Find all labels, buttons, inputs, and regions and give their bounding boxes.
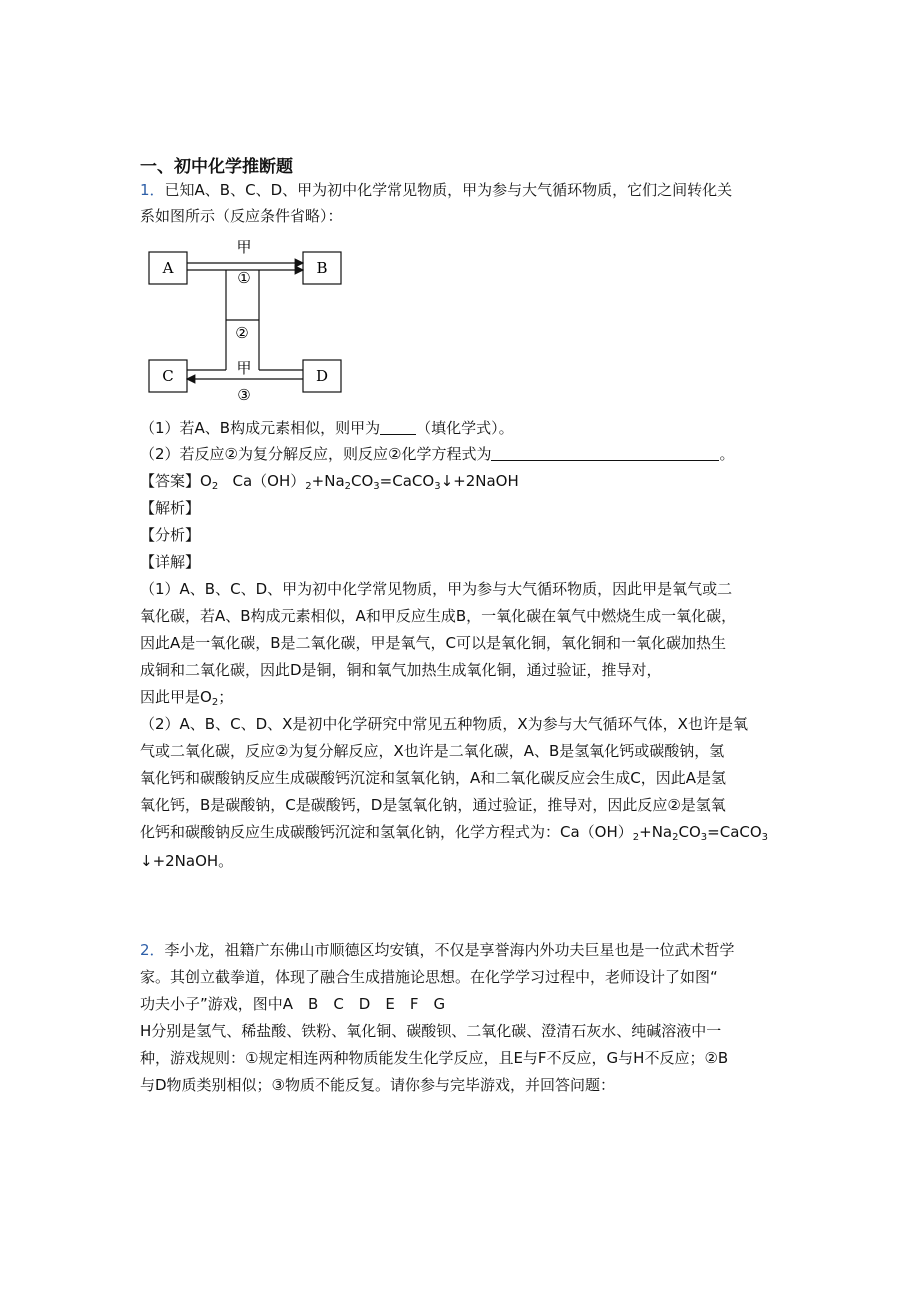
q2-line-1-text: 李小龙，祖籍广东佛山市顺德区均安镇，不仅是享誉海内外功夫巨星也是一位武术哲学 <box>164 941 735 959</box>
p2-line-5-m3: =CaCO <box>707 823 762 841</box>
q1-stem-line-1 <box>140 180 732 200</box>
q2-line-6: 与D物质类别相似；③物质不能反复。请你参与完毕游戏，并回答问题： <box>140 1076 616 1094</box>
p2-line-5-s3: 3 <box>700 832 708 843</box>
p2-line-5 <box>140 822 768 842</box>
q1-sub-1 <box>140 418 514 438</box>
label-bottom-jia: 甲 <box>236 359 252 377</box>
p2-line-5-m2: CO <box>678 823 701 841</box>
section-title: 一、初中化学推断题 <box>140 157 293 177</box>
p2-line-5-s4: 3 <box>761 832 769 843</box>
jiexi-label: 【解析】 <box>140 499 201 517</box>
box-b-label: B <box>316 259 328 277</box>
answer-eq-4: =CaCO <box>379 472 435 490</box>
box-c-label: C <box>162 367 174 385</box>
q1-reaction-diagram <box>140 236 360 406</box>
q1-sub-2-post: 。 <box>719 445 735 463</box>
label-top-jia: 甲 <box>236 238 252 256</box>
answer-label: 【答案】 <box>140 472 201 490</box>
label-reaction-3: ③ <box>237 386 251 404</box>
q1-sub-1-blank[interactable] <box>380 420 416 435</box>
answer-eq-sub4: 3 <box>434 481 441 492</box>
p1-line-5 <box>140 687 233 707</box>
p1-line-5-post: ； <box>218 688 234 706</box>
q1-number: 1． <box>140 181 165 199</box>
answer-eq-5: ↓+2NaOH <box>440 472 519 490</box>
p1-line-1: （1）A、B、C、D、甲为初中化学常见物质，甲为参与大气循环物质，因此甲是氧气或二 <box>140 580 733 598</box>
p1-line-3: 因此A是一氧化碳，B是二氧化碳，甲是氧气，C可以是氧化铜，氧化铜和一氧化碳加热生 <box>140 634 727 652</box>
p1-line-4: 成铜和二氧化碳，因此D是铜，铜和氧气加热生成氧化铜，通过验证，推导对， <box>140 661 662 679</box>
p2-line-4: 氧化钙，B是碳酸钠，C是碳酸钙，D是氢氧化钠，通过验证，推导对，因此反应②是氢氧 <box>140 796 726 814</box>
answer-eq-2: +Na <box>311 472 345 490</box>
box-a-label: A <box>162 259 174 277</box>
p2-line-1: （2）A、B、C、D、X是初中化学研究中常见五种物质，X为参与大气循环气体，X也许是氧 <box>140 715 748 733</box>
q1-stem-text-1: 已知A、B、C、D、甲为初中化学常见物质，甲为参与大气循环物质，它们之间转化关 <box>164 181 733 199</box>
q1-stem-line-2: 系如图所示（反应条件省略）： <box>140 207 343 225</box>
q2-number: 2． <box>140 941 165 959</box>
answer-eq-sub2: 2 <box>344 481 352 492</box>
p2-line-2: 气或二氧化碳，反应②为复分解反应，X也许是二氧化碳，A、B是氢氧化钙或碳酸钠，氢 <box>140 742 725 760</box>
p2-line-6: ↓+2NaOH。 <box>140 852 234 870</box>
q2-line-4: H分别是氢气、稀盐酸、铁粉、氧化铜、碳酸钡、二氧化碳、澄清石灰水、纯碱溶液中一 <box>140 1022 722 1040</box>
answer-o: O <box>200 472 212 490</box>
label-reaction-2: ② <box>235 324 249 342</box>
q1-sub-1-text: （1）若A、B构成元素相似，则甲为 <box>140 419 381 437</box>
xiangjie-label: 【详解】 <box>140 553 201 571</box>
q1-sub-2-text: （2）若反应②为复分解反应，则反应②化学方程式为 <box>140 445 492 463</box>
q1-sub-2-blank[interactable] <box>491 446 719 461</box>
answer-eq-3: CO <box>351 472 374 490</box>
q2-line-5: 种，游戏规则：①规定相连两种物质能发生化学反应，且E与F不反应，G与H不反应；②B <box>140 1049 729 1067</box>
box-d-label: D <box>315 367 329 385</box>
answer-eq-sub3: 3 <box>373 481 380 492</box>
q1-sub-2 <box>140 444 734 464</box>
q2-line-2: 家。其创立截拳道，体现了融合生成措施论思想。在化学学习过程中，老师设计了如图“ <box>140 968 718 986</box>
answer-eq-sub1: 2 <box>305 481 312 492</box>
answer-o-sub: 2 <box>211 481 219 492</box>
p2-line-3: 氧化钙和碳酸钠反应生成碳酸钙沉淀和氢氧化钠，A和二氧化碳反应会生成C，因此A是氢 <box>140 769 727 787</box>
answer-eq-1: Ca（OH） <box>232 472 306 490</box>
p2-line-5-s2: 2 <box>672 832 679 843</box>
p1-line-5-pre: 因此甲是O <box>140 688 212 706</box>
q2-line-3: 功夫小子”游戏，图中A B C D E F G <box>140 995 446 1013</box>
label-reaction-1: ① <box>237 269 251 287</box>
p2-line-5-m1: +Na <box>639 823 673 841</box>
p1-line-5-sub: 2 <box>211 697 219 708</box>
fenxi-label: 【分析】 <box>140 526 201 544</box>
p2-line-5-pre: 化钙和碳酸钠反应生成碳酸钙沉淀和氢氧化钠，化学方程式为：Ca（OH） <box>140 823 633 841</box>
p1-line-2: 氧化碳，若A、B构成元素相似，A和甲反应生成B，一氧化碳在氧气中燃烧生成一氧化碳， <box>140 607 737 625</box>
q1-answer <box>140 471 519 491</box>
q1-sub-1-post: （填化学式）。 <box>416 419 514 437</box>
q2-line-1 <box>140 940 735 960</box>
p2-line-5-s1: 2 <box>632 832 640 843</box>
